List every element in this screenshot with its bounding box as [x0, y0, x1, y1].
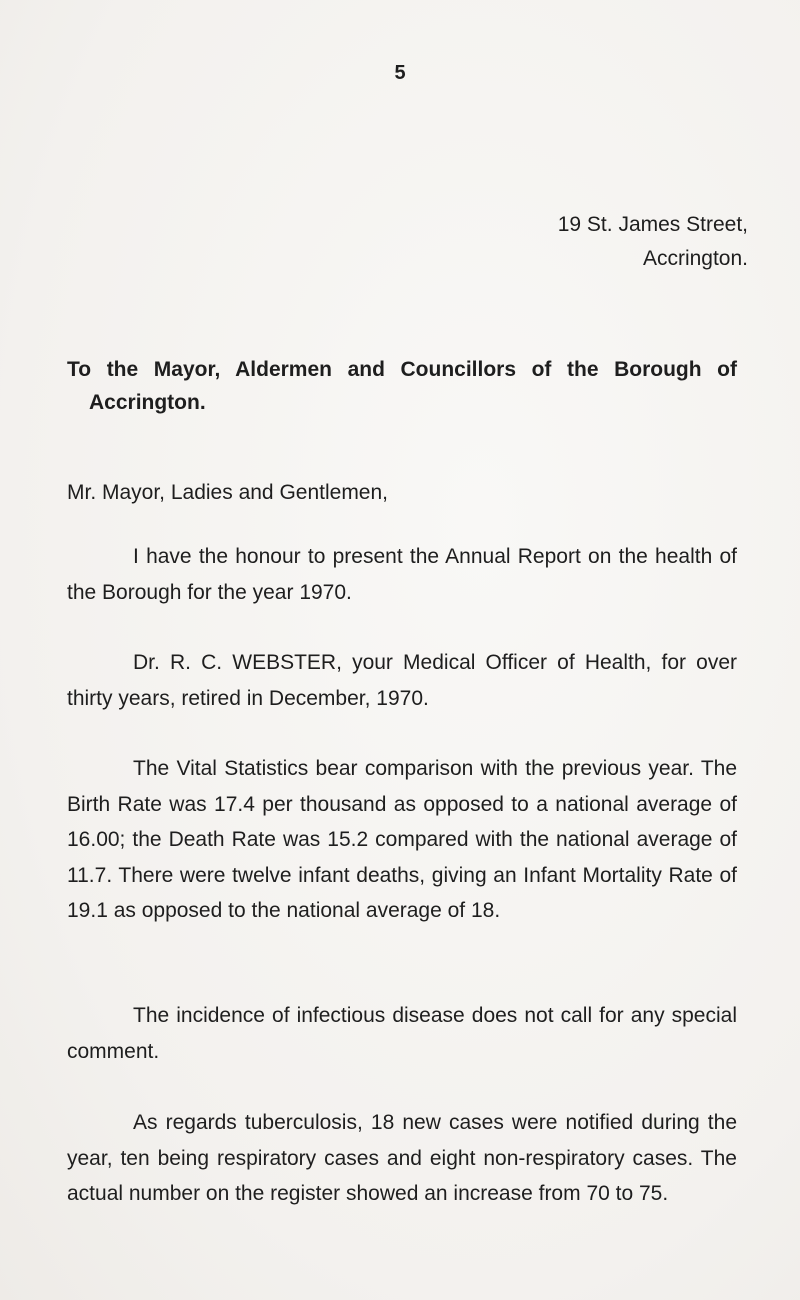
page-number: 5 [394, 62, 406, 84]
address-town: Accrington. [642, 247, 748, 270]
paragraph-annual-report: I have the honour to present the Annual Report on the health of the Borough for the year 1970. [67, 545, 737, 604]
paragraph-vital-statistics: The Vital Statistics bear comparison with the previous year. The Birth Rate was 17.4 per thousand as opposed to a national average of 16.00; the Death Rate was 15.2 compared with the national average of 11.7. There were twelve infant deaths, giving an Infant Mortality Rate of 19.1 as opposed to the national average of 18. [67, 757, 737, 922]
paragraph-infectious-disease: The incidence of infectious disease does not call for any special comment. [67, 1004, 737, 1063]
addressee-line-2: Accrington. [89, 391, 206, 414]
address-street: 19 St. James Street, [557, 213, 748, 236]
sender-address [488, 208, 748, 276]
addressee-heading [67, 353, 737, 419]
salutation: Mr. Mayor, Ladies and Gentlemen, [67, 481, 388, 504]
paragraph-tuberculosis: As regards tuberculosis, 18 new cases were notified during the year, ten being respiratory cases and eight non-respiratory cases. The actual number on the register showed an increase from 70 to 75. [67, 1111, 737, 1205]
paragraph-retirement: Dr. R. C. WEBSTER, your Medical Officer of Health, for over thirty years, retired in December, 1970. [67, 651, 737, 710]
addressee-line-1: To the Mayor, Aldermen and Councillors of the Borough of [67, 358, 737, 381]
